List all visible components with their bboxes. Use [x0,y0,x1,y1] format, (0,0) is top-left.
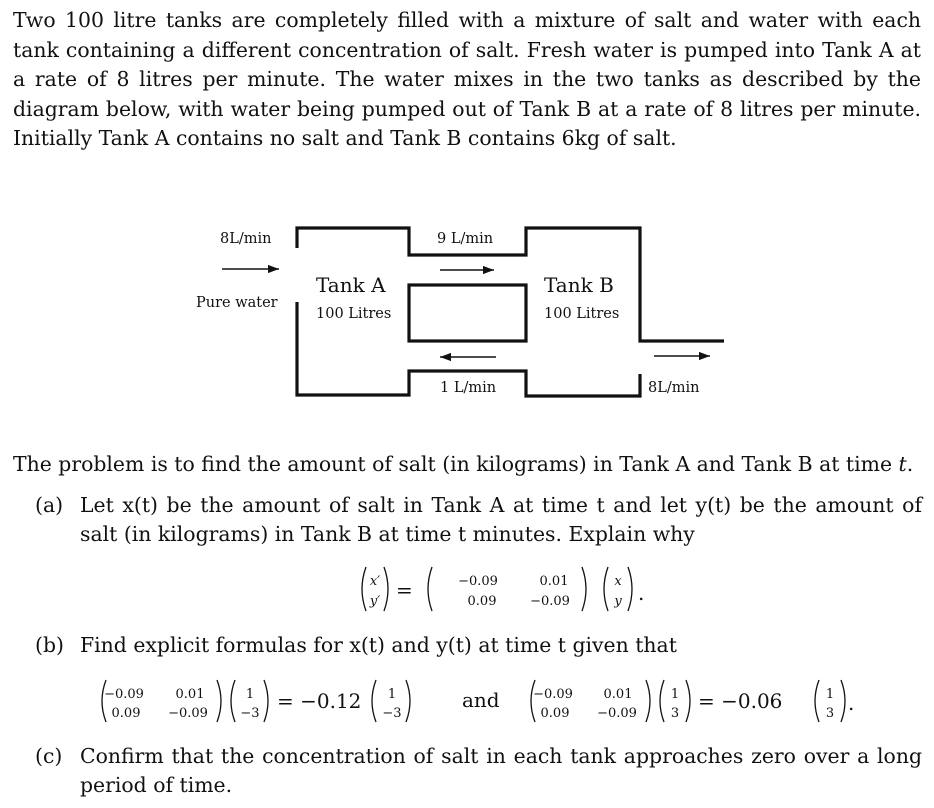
problem-statement: The problem is to find the amount of salt (in kilograms) in Tank A and Tank B at time t. [13,452,914,476]
matrix-b2-11: −0.09 [533,687,573,702]
matrix-b1-21: 0.09 [111,706,141,721]
eq-a-period: . [638,581,645,605]
matrix-a-12: 0.01 [539,574,569,589]
part-b-text: Find explicit formulas for x(t) and y(t) at time t given that [80,633,677,657]
part-c-label: (c) [35,744,63,768]
matrix-a-21: 0.09 [467,594,497,609]
v2-bottom: 3 [670,706,680,721]
part-b-label: (b) [35,633,64,657]
eq-b-lambda1: = −0.12 [277,689,362,713]
outflow-rate-label: 8L/min [648,380,700,396]
lhs-y-prime: y′ [369,594,381,609]
matrix-b2-22: −0.09 [597,706,637,721]
tank-b-volume: 100 Litres [544,306,620,322]
part-a-text-line2: salt (in kilograms) in Tank B at time t minutes. Explain why [80,522,695,546]
intro-paragraph: Two 100 litre tanks are completely filled with a mixture of salt and water with each tank containing a different concentration of salt. Fresh water is pumped into Tank A at a rate of 8 litres per minute. The water mixes in the two tanks as described by the diagram below, with water being pumped out of Tank B at a rate of 8 litres per minute. Initially Tank A contains no salt and Tank B contains 6kg of salt. [13,8,921,151]
matrix-b1-22: −0.09 [168,706,208,721]
divider-block [409,285,526,341]
eq-a-equals: = [396,578,413,602]
part-c-text-line2: period of time. [80,773,233,797]
v1-result-bottom: −3 [382,706,402,721]
lhs-x-prime: x′ [369,574,381,589]
tank-a-volume: 100 Litres [316,306,392,322]
eq-b-lambda2: = −0.06 [698,689,783,713]
tank-b-name: Tank B [544,273,614,297]
part-c-text-line1: Confirm that the concentration of salt in each tank approaches zero over a long [80,744,922,768]
v1-top: 1 [245,687,255,702]
v1-bottom: −3 [240,706,260,721]
inflow-label: Pure water [196,295,278,311]
v1-result-top: 1 [387,687,397,702]
eq-b-and: and [462,688,500,712]
matrix-a-22: −0.09 [530,594,570,609]
bottom-pipe-rate: 1 L/min [440,380,497,396]
rhs-y: y [614,594,622,609]
v2-result-bottom: 3 [825,706,835,721]
part-a-text-line1: Let x(t) be the amount of salt in Tank A at time t and let y(t) be the amount of [80,493,922,517]
matrix-b2-12: 0.01 [603,687,633,702]
eq-b-period: . [848,691,855,715]
matrix-a-11: −0.09 [458,574,498,589]
top-pipe-rate: 9 L/min [437,231,494,247]
part-a-label: (a) [35,493,64,517]
matrix-b1-11: −0.09 [104,687,144,702]
tank-a-name: Tank A [316,273,386,297]
rhs-x: x [614,574,622,589]
matrix-b2-21: 0.09 [540,706,570,721]
v2-top: 1 [670,687,680,702]
v2-result-top: 1 [825,687,835,702]
inflow-rate-label: 8L/min [220,231,272,247]
matrix-b1-12: 0.01 [175,687,205,702]
